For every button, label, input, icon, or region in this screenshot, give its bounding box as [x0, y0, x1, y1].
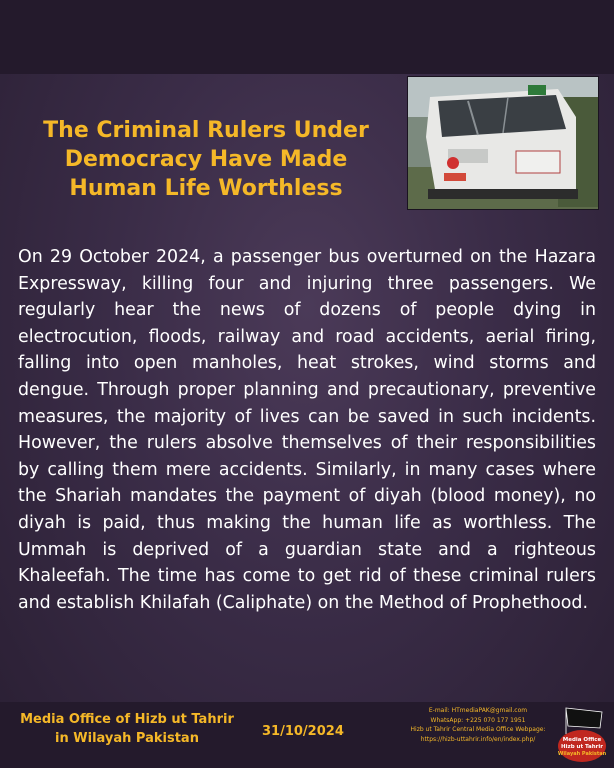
- headline-line-2: Democracy Have Made: [64, 147, 348, 172]
- release-date: 31/10/2024: [262, 724, 344, 739]
- contact-email: E-mail: HTmediaPAK@gmail.com: [428, 707, 528, 714]
- headline-line-3: Human Life Worthless: [69, 176, 343, 201]
- body-paragraph: On 29 October 2024, a passenger bus overturned on the Hazara Expressway, killing four and injuring three passengers. We regularly hear the news of dozens of people dying in electrocution, floods, railway and road accidents, aerial firing, falling into open manholes, heat strokes, wind storms and dengue. Through proper planning and precautionary, preventive measures, the majority of lives can be saved in such incidents. However, the rulers absolve themselves of their responsibilities by calling them mere accidents. Similarly, in many cases where the Shariah mandates the payment of diyah (blood money), no diyah is paid, thus making the human life as worthless. The Ummah is deprived of a guardian state and a righteous Khaleefah. The time has come to get rid of these criminal rulers and establish Khilafah (Caliphate) on the Method of Prophethood.: [18, 247, 596, 613]
- top-band: [0, 0, 614, 74]
- media-office-label: [18, 710, 236, 748]
- contact-webpage-label: Hizb ut Tahrir Central Media Office Webpage:: [410, 726, 546, 733]
- headline-line-1: The Criminal Rulers Under: [43, 118, 369, 143]
- media-office-line-2: in Wilayah Pakistan: [55, 731, 199, 746]
- contact-info: [402, 706, 554, 744]
- bus-photo: [407, 76, 599, 210]
- contact-whatsapp: WhatsApp: +225 070 177 1951: [430, 716, 526, 724]
- media-office-logo-icon: [556, 704, 608, 764]
- media-office-line-1: Media Office of Hizb ut Tahrir: [20, 712, 234, 727]
- logo-text-2: Hizb ut Tahrir: [561, 744, 603, 750]
- logo-text-3: Wilayah Pakistan: [557, 751, 607, 757]
- contact-webpage-url: https://hizb-uttahrir.info/en/index.php/: [420, 735, 536, 743]
- logo-text-1: Media Office: [562, 737, 602, 743]
- headline: [20, 116, 392, 203]
